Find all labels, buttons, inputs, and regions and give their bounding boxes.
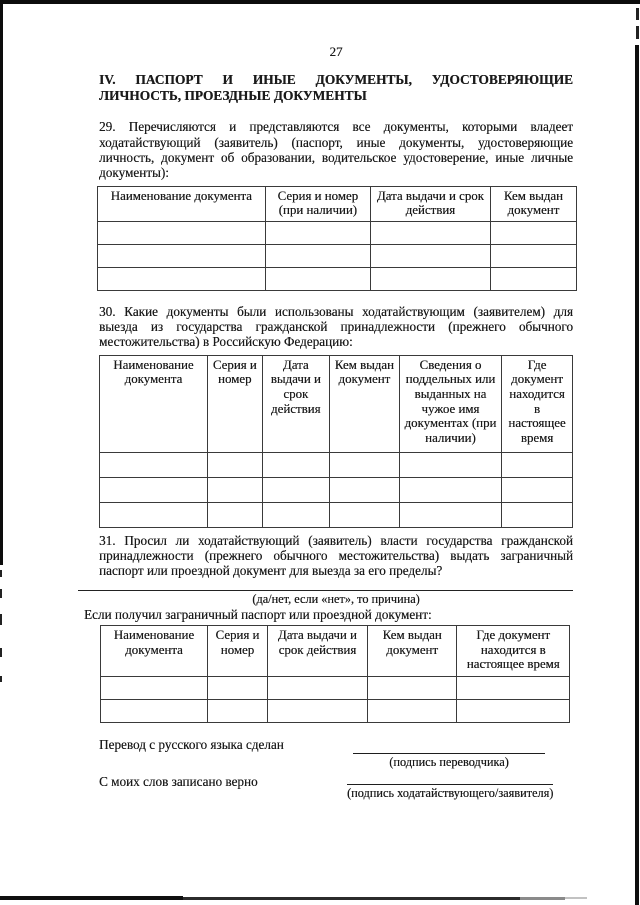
translator-signature-line (353, 753, 545, 754)
translator-statement-label: Перевод с русского языка сделан (99, 736, 284, 752)
empty-cell (265, 267, 370, 290)
empty-cell (490, 244, 576, 267)
scan-border-bottom (520, 897, 565, 900)
column-header: Кем выдан документ (329, 355, 399, 452)
applicant-signature-block (347, 774, 553, 800)
empty-cell (329, 477, 399, 502)
column-header: Кем выдан документ (490, 186, 576, 221)
empty-cell (267, 676, 367, 699)
column-header: Серия и номер (207, 625, 267, 676)
applicant-statement-label: С моих слов записано верно (99, 773, 258, 789)
empty-cell (457, 676, 570, 699)
empty-cell (267, 699, 367, 722)
scan-border-bottom (565, 897, 587, 899)
empty-cell (98, 244, 266, 267)
empty-cell (207, 452, 262, 477)
section-heading (99, 72, 573, 103)
applicant-signature-row (99, 774, 573, 800)
answer-caption: (да/нет, если «нет», то причина) (252, 591, 420, 606)
empty-cell (371, 221, 491, 244)
empty-cell (262, 502, 329, 527)
table-row (98, 267, 577, 290)
page-number: 27 (329, 44, 343, 59)
empty-cell (100, 502, 208, 527)
empty-cell (502, 502, 573, 527)
table-row (98, 244, 577, 267)
empty-cell (399, 502, 501, 527)
document-content (84, 0, 573, 800)
column-header: Кем выдан документ (367, 625, 457, 676)
column-header: Наименование документа (100, 355, 208, 452)
table-header-row (100, 355, 573, 452)
translator-signature-block (353, 737, 545, 769)
paragraph-30: 30. Какие документы были использованы ходатайствующим (заявителем) для выезда из государства гражданской принадлежности (прежнего обычного местожительства) в Российскую Федерацию: (99, 303, 573, 350)
empty-cell (101, 699, 208, 722)
empty-cell (207, 502, 262, 527)
documents-table-q31 (100, 625, 570, 723)
scan-border-left-dash (0, 589, 2, 598)
followup-label: Если получил заграничный паспорт или проездной документ: (84, 606, 432, 622)
table-row (100, 477, 573, 502)
translator-signature-caption: (подпись переводчика) (389, 754, 509, 769)
scan-border-left (0, 0, 3, 565)
scan-border-right (635, 45, 639, 905)
empty-cell (329, 502, 399, 527)
column-header: Дата выдачи и срок действия (371, 186, 491, 221)
empty-cell (371, 244, 491, 267)
empty-cell (371, 267, 491, 290)
table-row (101, 699, 570, 722)
empty-cell (98, 267, 266, 290)
column-header: Где документ находится в настоящее время (502, 355, 573, 452)
table-row (98, 221, 577, 244)
column-header: Дата выдачи и срок действия (267, 625, 367, 676)
empty-cell (101, 676, 208, 699)
section-heading-line1: IV. ПАСПОРТ И ИНЫЕ ДОКУМЕНТЫ, УДОСТОВЕРЯЮЩИЕ (99, 72, 573, 88)
column-header: Сведения о поддельных или выданных на чужое имя документах (при наличии) (399, 355, 501, 452)
empty-cell (399, 477, 501, 502)
scan-border-left-dash (0, 648, 2, 657)
column-header: Наименование документа (101, 625, 208, 676)
section-heading-line2: ЛИЧНОСТЬ, ПРОЕЗДНЫЕ ДОКУМЕНТЫ (99, 87, 367, 103)
table-header-row (98, 186, 577, 221)
empty-cell (457, 699, 570, 722)
applicant-signature-caption: (подпись ходатайствующего/заявителя) (347, 785, 554, 800)
applicant-signature-line (347, 784, 553, 785)
table-row (100, 452, 573, 477)
empty-cell (100, 477, 208, 502)
empty-cell (100, 452, 208, 477)
empty-cell (262, 452, 329, 477)
scan-border-left-dash (0, 614, 2, 625)
column-header: Дата выдачи и срок действия (262, 355, 329, 452)
empty-cell (262, 477, 329, 502)
empty-cell (502, 452, 573, 477)
empty-cell (329, 452, 399, 477)
paragraph-29: 29. Перечисляются и представляются все документы, которыми владеет ходатайствующий (заявитель) (паспорт, иные документы, удостоверяющие личность, документ об образовании, водительское удостоверение, иные личные документы): (99, 119, 573, 181)
column-header: Серия и номер (при наличии) (265, 186, 370, 221)
empty-cell (490, 267, 576, 290)
column-header: Наименование документа (98, 186, 266, 221)
documents-table-q30 (99, 355, 573, 528)
scan-border-bottom (183, 897, 520, 900)
table-header-row (101, 625, 570, 676)
table-row (100, 502, 573, 527)
scan-border-right-dash (636, 26, 639, 39)
empty-cell (399, 452, 501, 477)
empty-cell (98, 221, 266, 244)
empty-cell (265, 221, 370, 244)
empty-cell (367, 676, 457, 699)
paragraph-31: 31. Просил ли ходатайствующий (заявитель) власти государства гражданской принадлежности (прежнего обычного местожительства) выдать заграничный паспорт или проездной документ для выезда за его пределы? (99, 532, 573, 579)
empty-cell (207, 699, 267, 722)
empty-cell (207, 676, 267, 699)
documents-table-q29 (97, 186, 577, 291)
scan-border-left-dash (0, 570, 2, 577)
scan-border-left-dash (0, 676, 2, 682)
scan-border-bottom (0, 896, 183, 900)
scan-border-right-dash (636, 8, 639, 20)
column-header: Серия и номер (207, 355, 262, 452)
empty-cell (490, 221, 576, 244)
empty-cell (367, 699, 457, 722)
translator-signature-row (99, 737, 573, 769)
answer-blank-line (78, 590, 573, 591)
empty-cell (207, 477, 262, 502)
empty-cell (265, 244, 370, 267)
table-row (101, 676, 570, 699)
column-header: Где документ находится в настоящее время (457, 625, 570, 676)
empty-cell (502, 477, 573, 502)
